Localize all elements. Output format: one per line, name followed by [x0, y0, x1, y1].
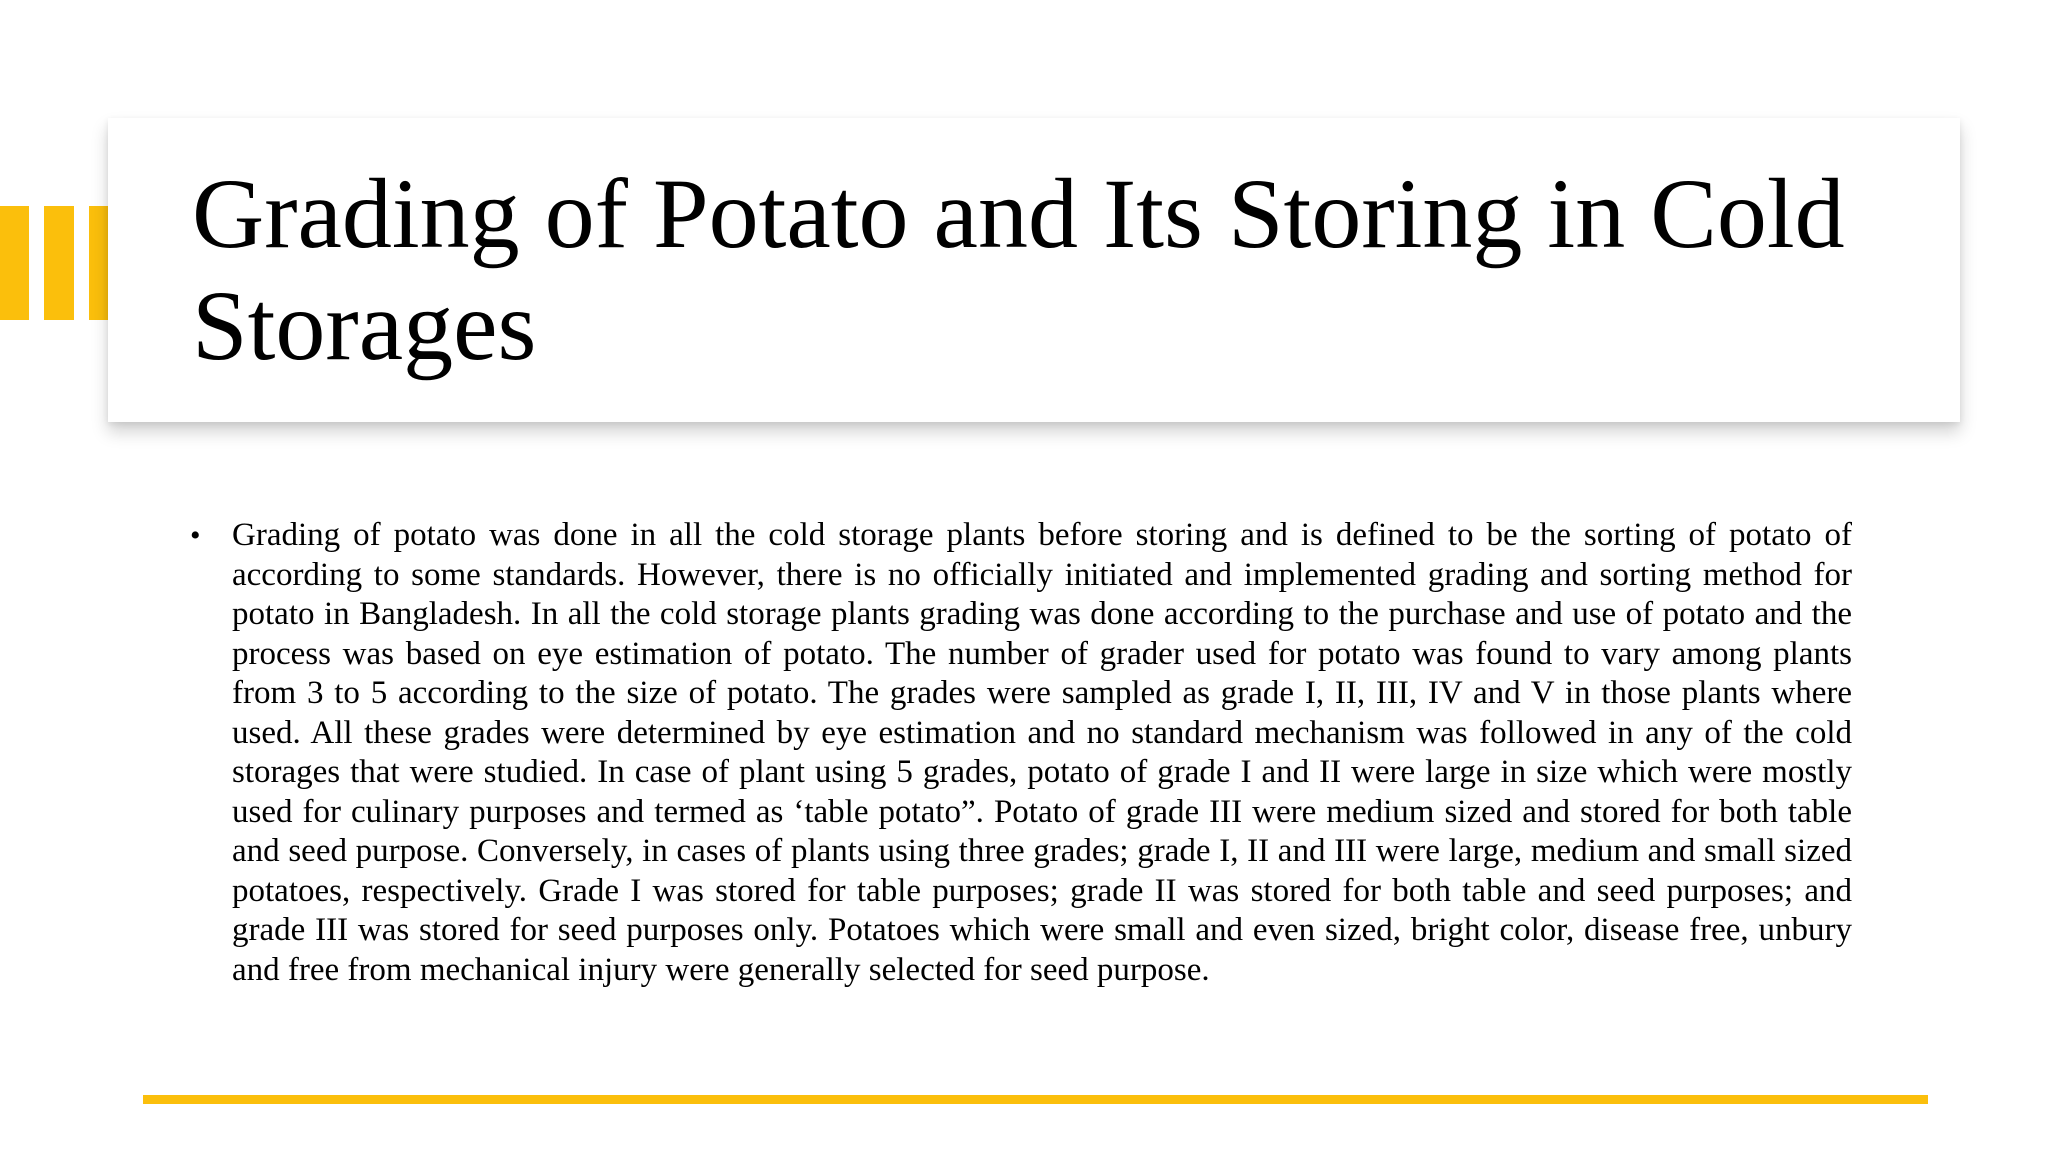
accent-bar	[44, 206, 74, 320]
bullet-marker: •	[190, 519, 201, 552]
content-area	[190, 516, 1852, 990]
bottom-divider	[143, 1095, 1928, 1104]
title-box	[108, 118, 1960, 422]
accent-bar	[0, 206, 29, 320]
accent-bar	[89, 206, 108, 320]
accent-bars	[0, 206, 108, 320]
bullet-item	[190, 516, 1852, 990]
bullet-text: Grading of potato was done in all the cold storage plants before storing and is defined to be the sorting of potato of according to some standards. However, there is no officially initiated and implemented grading and sorting method for potato in Bangladesh. In all the cold storage plants grading was done according to the purchase and use of potato and the process was based on eye estimation of potato. The number of grader used for potato was found to vary among plants from 3 to 5 according to the size of potato. The grades were sampled as grade I, II, III, IV and V in those plants where used. All these grades were determined by eye estimation and no standard mechanism was followed in any of the cold storages that were studied. In case of plant using 5 grades, potato of grade I and II were large in size which were mostly used for culinary purposes and termed as ‘table potato”. Potato of grade III were medium sized and stored for both table and seed purpose. Conversely, in cases of plants using three grades; grade I, II and III were large, medium and small sized potatoes, respectively. Grade I was stored for table purposes; grade II was stored for both table and seed purposes; and grade III was stored for seed purposes only. Potatoes which were small and even sized, bright color, disease free, unbury and free from mechanical injury were generally selected for seed purpose.	[232, 517, 1852, 988]
slide-title: Grading of Potato and Its Storing in Cold Storages	[192, 158, 1845, 381]
